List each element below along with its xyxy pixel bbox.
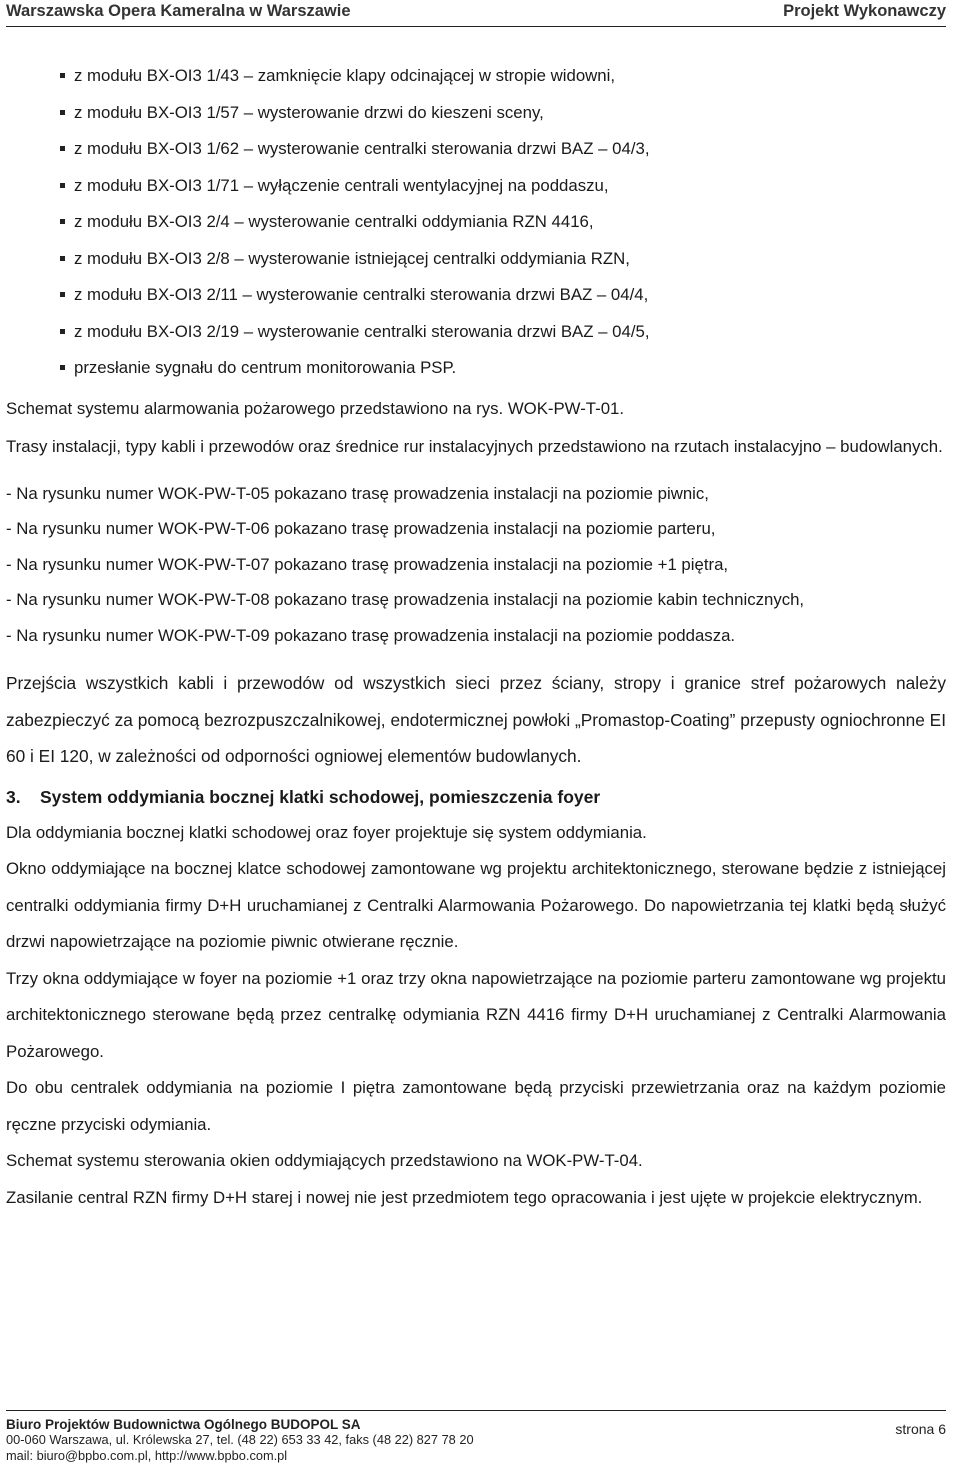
- footer-address: 00-060 Warszawa, ul. Królewska 27, tel. (48 22) 653 33 42, faks (48 22) 827 78 20: [6, 1432, 474, 1447]
- list-item: przesłanie sygnału do centrum monitorowania PSP.: [74, 350, 946, 387]
- page-footer: [6, 1410, 946, 1464]
- list-item: - Na rysunku numer WOK-PW-T-05 pokazano trasę prowadzenia instalacji na poziomie piwnic,: [6, 483, 709, 503]
- paragraph: Schemat systemu sterowania okien oddymiających przedstawiono na WOK-PW-T-04.: [6, 1151, 643, 1170]
- paragraph: Okno oddymiające na bocznej klatce schodowej zamontowane wg projektu architektonicznego, sterowane będzie z istniejącej centralki oddymiania firmy D+H uruchamianej z Centralki Alarmowania Pożarowego. Do napowietrzania tej klatki będą służyć drzwi napowietrzające na poziomie piwnic otwierane ręcznie.: [6, 859, 946, 951]
- paragraph-przejscia: Przejścia wszystkich kabli i przewodów od wszystkich sieci przez ściany, stropy i granice stref pożarowych należy zabezpieczyć za pomocą bezrozpuszczalnikowej, endotermicznej powłoki „Promastop-Coating” przepusty ogniochronne EI 60 i EI 120, w zależności od odporności ogniowej elementów budowlanych.: [6, 673, 946, 766]
- list-item: - Na rysunku numer WOK-PW-T-08 pokazano trasę prowadzenia instalacji na poziomie kabin technicznych,: [6, 590, 805, 609]
- header-project-type: Projekt Wykonawczy: [783, 2, 946, 20]
- section-title: System oddymiania bocznej klatki schodowej, pomieszczenia foyer: [40, 786, 601, 807]
- list-item: z modułu BX-OI3 2/4 – wysterowanie centralki oddymiania RZN 4416,: [74, 204, 946, 241]
- list-item: z modułu BX-OI3 2/19 – wysterowanie centralki sterowania drzwi BAZ – 04/5,: [74, 314, 946, 351]
- list-item: - Na rysunku numer WOK-PW-T-07 pokazano trasę prowadzenia instalacji na poziomie +1 piętra,: [6, 554, 729, 574]
- page-header: [6, 0, 946, 27]
- header-title: Warszawska Opera Kameralna w Warszawie: [6, 2, 351, 20]
- list-item: z modułu BX-OI3 2/11 – wysterowanie centralki sterowania drzwi BAZ – 04/4,: [74, 277, 946, 314]
- drawing-dash-list: [6, 476, 946, 654]
- section-heading: [6, 779, 946, 815]
- paragraph: Do obu centralek oddymiania na poziomie I piętra zamontowane będą przyciski przewietrzania oraz na każdym poziomie ręczne przyciski odymiania.: [6, 1078, 946, 1134]
- list-item: z modułu BX-OI3 2/8 – wysterowanie istniejącej centralki oddymiania RZN,: [74, 241, 946, 278]
- paragraph-trasy: Trasy instalacji, typy kabli i przewodów oraz średnice rur instalacyjnych przedstawiono na rzutach instalacyjno – budowlanych.: [6, 437, 943, 456]
- section-number: 3.: [6, 786, 21, 807]
- footer-company: Biuro Projektów Budownictwa Ogólnego BUDOPOL SA: [6, 1417, 361, 1432]
- list-item: z modułu BX-OI3 1/62 – wysterowanie centralki sterowania drzwi BAZ – 04/3,: [74, 131, 946, 168]
- page-number: strona 6: [895, 1421, 946, 1437]
- paragraph: Zasilanie central RZN firmy D+H starej i nowej nie jest przedmiotem tego opracowania i jest ujęte w projekcie elektrycznym.: [6, 1187, 923, 1207]
- list-item: z modułu BX-OI3 1/71 – wyłączenie centrali wentylacyjnej na poddaszu,: [74, 168, 946, 205]
- module-bullet-list: [6, 58, 946, 387]
- document-body: [6, 58, 946, 1216]
- list-item: - Na rysunku numer WOK-PW-T-09 pokazano trasę prowadzenia instalacji na poziomie poddasza.: [6, 625, 736, 645]
- list-item: z modułu BX-OI3 1/43 – zamknięcie klapy odcinającej w stropie widowni,: [74, 58, 946, 95]
- list-item: z modułu BX-OI3 1/57 – wysterowanie drzwi do kieszeni sceny,: [74, 95, 946, 132]
- paragraph: Trzy okna oddymiające w foyer na poziomie +1 oraz trzy okna napowietrzające na poziomie parteru zamontowane wg projektu architektonicznego sterowane będą przez centralkę odymiania RZN 4416 firmy D+H uruchamianej z Centralki Alarmowania Pożarowego.: [6, 968, 946, 1061]
- footer-contact: mail: biuro@bpbo.com.pl, http://www.bpbo.com.pl: [6, 1448, 288, 1463]
- paragraph-schemat: Schemat systemu alarmowania pożarowego przedstawiono na rys. WOK-PW-T-01.: [6, 398, 625, 418]
- list-item: - Na rysunku numer WOK-PW-T-06 pokazano trasę prowadzenia instalacji na poziomie parteru,: [6, 519, 716, 538]
- paragraph: Dla oddymiania bocznej klatki schodowej oraz foyer projektuje się system oddymiania.: [6, 822, 647, 842]
